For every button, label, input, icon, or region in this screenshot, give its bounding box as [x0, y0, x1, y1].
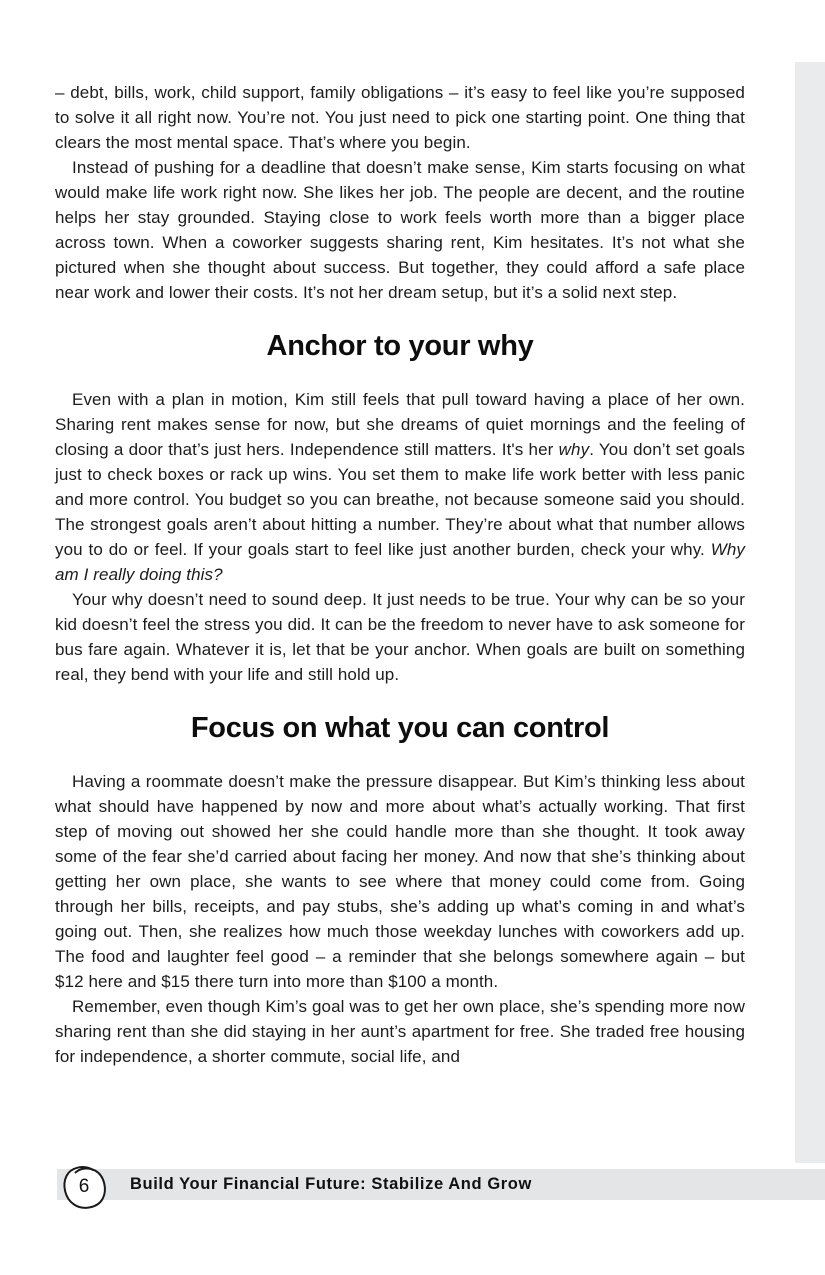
text-run: – debt, bills, work, child support, family obligations – it’s easy to feel like you’re supposed to solve it all right now. You’re not. You just need to pick one starting point. One thing that clears the most mental space. That’s where you begin.	[55, 83, 745, 152]
paragraph	[55, 80, 745, 155]
paragraph	[55, 587, 745, 687]
page-number: 6	[78, 1176, 90, 1197]
text-run: why	[558, 440, 590, 459]
footer-book-title: Build Your Financial Future: Stabilize And Grow	[130, 1175, 532, 1193]
text-run: Instead of pushing for a deadline that doesn’t make sense, Kim starts focusing on what would make life work right now. She likes her job. The people are decent, and the routine helps her stay grounded. Staying close to work feels worth more than a bigger place across town. When a coworker suggests sharing rent, Kim hesitates. It’s not what she pictured when she thought about success. But together, they could afford a safe place near work and lower their costs. It’s not her dream setup, but it’s a solid next step.	[55, 158, 745, 302]
text-run: Remember, even though Kim’s goal was to get her own place, she’s spending more now sharing rent than she did staying in her aunt’s apartment for free. She traded free housing for independence, a shorter commute, social life, and	[55, 997, 745, 1066]
page-number-badge	[60, 1163, 108, 1211]
text-run: Why am I really doing this?	[55, 540, 745, 584]
paragraph	[55, 155, 745, 305]
page-body-text	[55, 80, 745, 1069]
section-heading: Anchor to your why	[266, 330, 534, 362]
section-heading: Focus on what you can control	[190, 712, 610, 744]
text-run: Having a roommate doesn’t make the pressure disappear. But Kim’s thinking less about what should have happened by now and more about what’s actually working. That first step of moving out showed her she could handle more than she thought. It took away some of the fear she’d carried about facing her money. And now that she’s thinking about getting her own place, she wants to see where that money could come from. Going through her bills, receipts, and pay stubs, she’s adding up what’s coming in and what’s going out. Then, she realizes how much those weekday lunches with coworkers add up. The food and laughter feel good – a reminder that she belongs somewhere again – but $12 here and $15 there turn into more than $100 a month.	[55, 772, 745, 991]
page-edge-bar	[795, 62, 825, 1163]
paragraph	[55, 769, 745, 994]
paragraph	[55, 994, 745, 1069]
paragraph	[55, 387, 745, 587]
text-run: . You don’t set goals just to check boxes or rack up wins. You set them to make life work better with less panic and more control. You budget so you can breathe, not because someone said you should. The strongest goals aren’t about hitting a number. They’re about what that number allows you to do or feel. If your goals start to feel like just another burden, check your why.	[55, 440, 745, 559]
text-run: Even with a plan in motion, Kim still feels that pull toward having a place of her own. Sharing rent makes sense for now, but she dreams of quiet mornings and the feeling of closing a door that’s just hers. Independence still matters. It's her	[55, 390, 745, 459]
text-run: Your why doesn’t need to sound deep. It just needs to be true. Your why can be so your kid doesn’t feel the stress you did. It can be the freedom to never have to ask someone for bus fare again. Whatever it is, let that be your anchor. When goals are built on something real, they bend with your life and still hold up.	[55, 590, 745, 684]
